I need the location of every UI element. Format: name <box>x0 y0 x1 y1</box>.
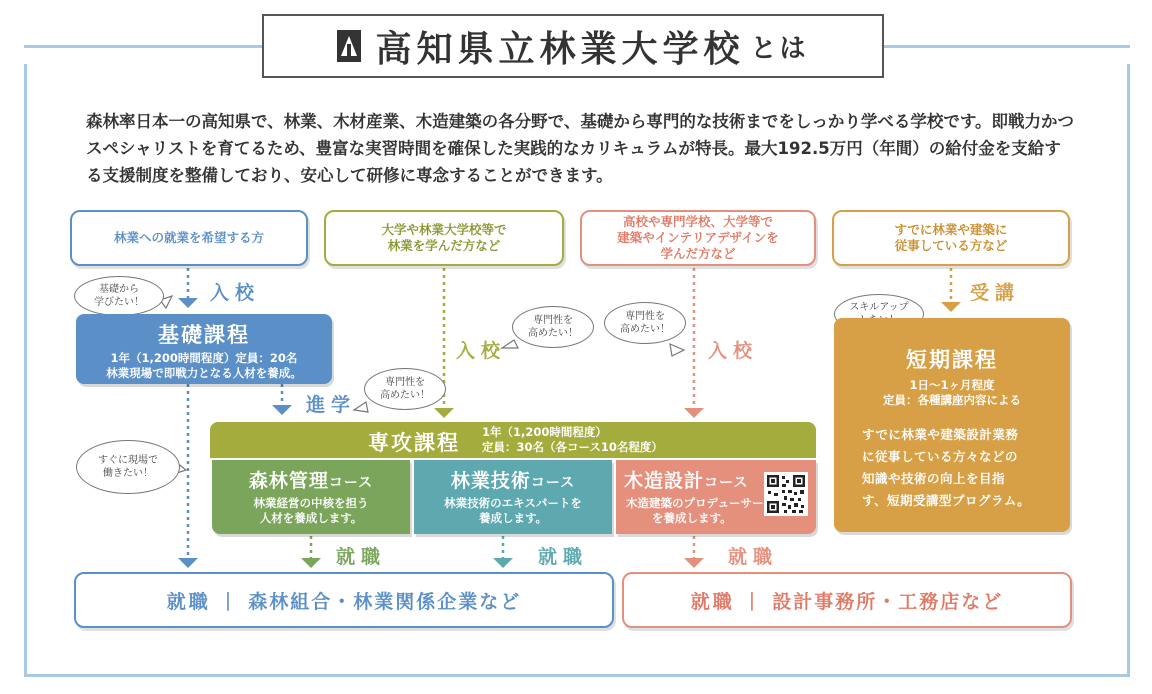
short-desc-4: す、短期受講型プログラム。 <box>862 493 1031 508</box>
label-enroll-salmon: 入校 <box>708 340 759 362</box>
target-forestry-job-seekers <box>70 210 308 266</box>
special-course-header <box>210 422 816 458</box>
target-4-line-2: 従事している方など <box>894 238 1008 253</box>
short-course-card <box>834 318 1070 532</box>
target-2-line-2: 林業を学んだ方など <box>387 238 501 253</box>
speech-work-now <box>76 440 180 494</box>
separator: | <box>224 589 235 611</box>
qr-code-icon[interactable] <box>764 472 808 516</box>
employment-right-head: 就職 <box>690 590 735 613</box>
speech-specialty-salmon <box>604 302 686 344</box>
speech-specialty-olive <box>512 306 594 348</box>
short-course-title: 短期課程 <box>906 348 998 372</box>
short-desc-2: に従事している方々などの <box>862 449 1019 464</box>
short-desc-3: 知識や技術の向上を目指 <box>862 471 1006 486</box>
employment-design-box <box>622 572 1072 628</box>
course-wood-design <box>616 460 816 534</box>
label-employment-green: 就職 <box>336 546 387 568</box>
employment-left-body: 森林組合・林業関係企業など <box>248 590 522 613</box>
basic-course-line-1: 1年（1,200時間程度）定員：20名 <box>110 351 298 365</box>
target-3-line-1: 高校や専門学校、大学等で <box>622 214 773 229</box>
target-1-text: 林業への就業を希望する方 <box>113 230 264 245</box>
target-3-line-3: 学んだ方など <box>660 246 736 261</box>
basic-course-line-2: 林業現場で即戦力となる人材を養成。 <box>106 366 302 380</box>
target-forestry-graduates <box>324 210 564 266</box>
course-1-name: 森林管理 <box>248 470 329 492</box>
special-course-line-1: 1年（1,200時間程度） <box>482 425 607 439</box>
course-2-line-1: 林業技術のエキスパートを <box>444 496 582 510</box>
basic-course-card <box>76 314 332 384</box>
course-2-suffix: コース <box>530 475 576 491</box>
intro-text: 森林率日本一の高知県で、林業、木材産業、木造建築の各分野で、基礎から専門的な技術までをしっかり学べる学校です。即戦力かつスペシャリストを育てるため、豊富な実習時間を確保した実践的なカリキュラムが特長。最大192.5万円（年間）の給付金を支給する支援制度を整備しており、安心して研修に専念することができます。 <box>86 112 1075 185</box>
basic-course-title: 基礎課程 <box>158 323 250 347</box>
speech-3-line-2: 高めたい！ <box>620 324 670 335</box>
course-1-line-2: 人材を養成します。 <box>259 511 363 525</box>
course-1-suffix: コース <box>328 475 374 491</box>
target-existing-workers <box>832 210 1070 266</box>
course-3-name: 木造設計 <box>624 470 705 492</box>
speech-5-line-2: 高めたい！ <box>380 390 430 401</box>
short-course-line-2: 定員：各種講座内容による <box>883 393 1021 407</box>
speech-4-line-1: スキルアップ <box>849 302 909 313</box>
label-enroll-basic: 入校 <box>210 282 261 304</box>
title-suffix: とは <box>750 33 809 64</box>
short-desc-1: すでに林業や建築設計業務 <box>862 427 1019 442</box>
speech-5-line-1: 専門性を <box>385 377 425 388</box>
speech-2-line-1: 専門性を <box>533 315 573 326</box>
employment-forestry-box <box>74 572 614 628</box>
course-forest-management <box>212 460 410 534</box>
target-2-line-1: 大学や林業大学校等で <box>381 222 507 237</box>
speech-1-line-2: 学びたい！ <box>94 297 144 308</box>
course-1-line-1: 林業経営の中核を担う <box>253 496 369 510</box>
speech-specialty-advance <box>364 368 446 410</box>
target-3-line-2: 建築やインテリアデザインを <box>617 230 779 245</box>
label-attend: 受講 <box>970 282 1021 304</box>
course-2-name: 林業技術 <box>450 470 531 492</box>
employment-left-head: 就職 <box>166 590 211 613</box>
course-2-line-2: 養成します。 <box>478 511 548 525</box>
label-employment-teal: 就職 <box>538 546 589 568</box>
target-architecture-graduates <box>580 210 816 266</box>
speech-6-line-1: すぐに現場で <box>98 455 158 466</box>
title-main: 高知県立林業大学校 <box>375 28 745 70</box>
speech-3-line-1: 専門性を <box>625 311 665 322</box>
special-course-line-2: 定員：30名（各コース10名程度） <box>482 440 663 454</box>
speech-basic <box>74 276 164 316</box>
label-advance: 進学 <box>306 394 357 416</box>
separator: | <box>748 589 759 611</box>
label-enroll-olive: 入校 <box>456 340 507 362</box>
target-4-line-1: すでに林業や建築に <box>894 222 1008 237</box>
course-3-line-1: 木造建築のプロデューサー <box>626 496 764 510</box>
employment-right-body: 設計事務所・工務店など <box>772 590 1004 613</box>
label-employment-salmon: 就職 <box>728 546 779 568</box>
speech-2-line-2: 高めたい！ <box>528 328 578 339</box>
special-course-title: 専攻課程 <box>368 431 460 455</box>
course-forestry-technology <box>414 460 612 534</box>
course-3-line-2: を養成します。 <box>652 511 732 525</box>
speech-1-line-1: 基礎から <box>99 284 139 295</box>
speech-6-line-2: 働きたい！ <box>103 468 153 479</box>
course-3-suffix: コース <box>704 475 749 491</box>
short-course-line-1: 1日〜1ヶ月程度 <box>909 378 995 392</box>
